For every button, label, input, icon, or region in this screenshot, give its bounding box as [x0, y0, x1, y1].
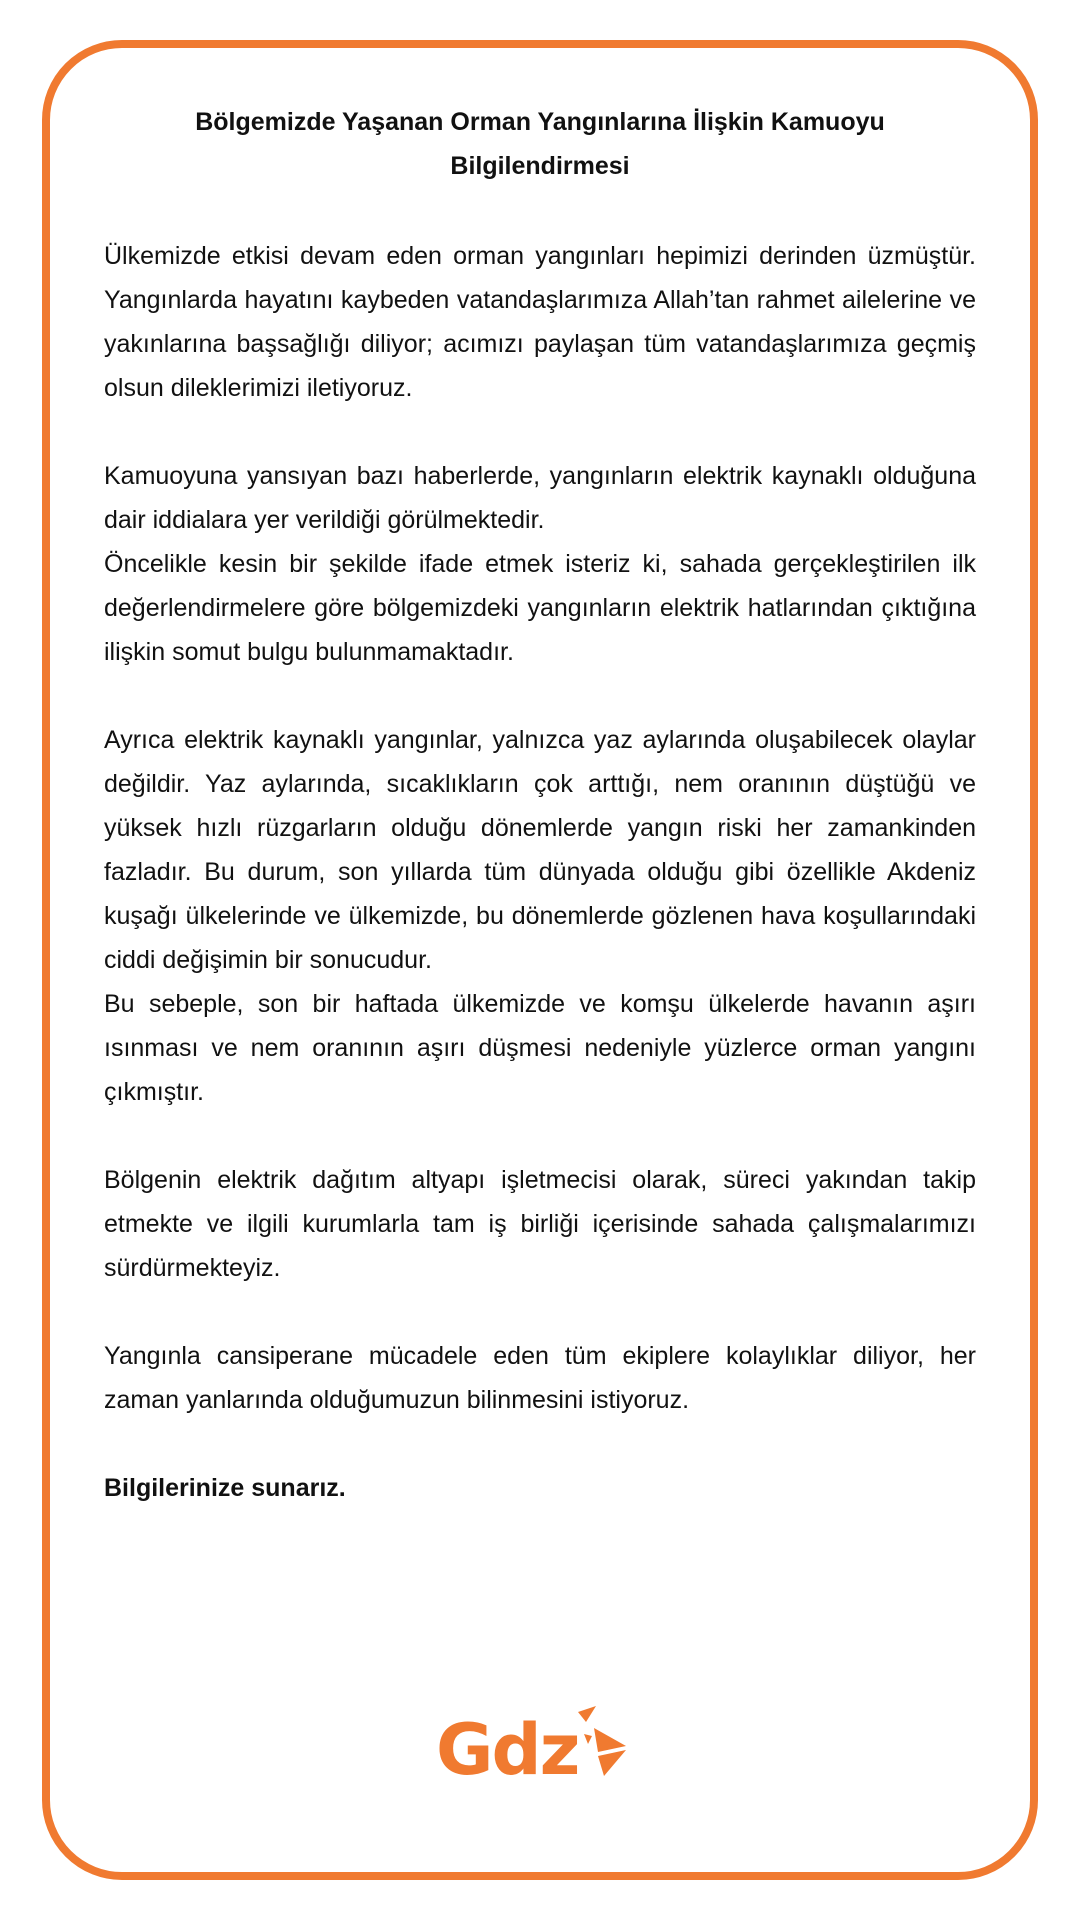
paragraph-gap [104, 674, 976, 718]
paragraph-gap [104, 410, 976, 454]
gdz-arrow-mark-icon [554, 1706, 634, 1786]
paragraph-no-evidence: Öncelikle kesin bir şekilde ifade etmek isteriz ki, sahada gerçekleştirilen ilk değerlendirmelere göre bölgemizdeki yangınların elektrik hatlarından çıktığına ilişkin somut bulgu bulunmamaktadır. [104, 550, 976, 666]
gdz-logo [436, 1700, 656, 1800]
logo-wordmark: Gdz [436, 1709, 579, 1791]
paragraph-gap [104, 1422, 976, 1466]
closing-line: Bilgilerinize sunarız. [104, 1474, 346, 1502]
paragraph-claims: Kamuoyuna yansıyan bazı haberlerde, yangınların elektrik kaynaklı olduğuna dair iddialara yer verildiği görülmektedir. [104, 462, 976, 534]
paragraph-weather: Ayrıca elektrik kaynaklı yangınlar, yalnızca yaz aylarında oluşabilecek olaylar değildir. Yaz aylarında, sıcaklıkların çok arttığı, nem oranının düştüğü ve yüksek hızlı rüzgarların olduğu dönemlerde yangın riski her zamankinden fazladır. Bu durum, son yıllarda tüm dünyada olduğu gibi özellikle Akdeniz kuşağı ülkelerinde ve ülkemizde, bu dönemlerde gözlenen hava koşullarındaki ciddi değişimin bir sonucudur. [104, 726, 976, 974]
paragraph-gap [104, 1290, 976, 1334]
paragraph-cooperation: Bölgenin elektrik dağıtım altyapı işletmecisi olarak, süreci yakından takip etmekte ve ilgili kurumlarla tam iş birliği içerisinde sahada çalışmalarımızı sürdürmekteyiz. [104, 1166, 976, 1282]
paragraph-condolence: Ülkemizde etkisi devam eden orman yangınları hepimizi derinden üzmüştür. Yangınlarda hayatını kaybeden vatandaşlarımıza Allah’tan rahmet ailelerine ve yakınlarına başsağlığı diliyor; acımızı paylaşan tüm vatandaşlarımıza geçmiş olsun dileklerimizi iletiyoruz. [104, 242, 976, 402]
announcement-title: Bölgemizde Yaşanan Orman Yangınlarına İlişkin Kamuoyu Bilgilendirmesi [195, 108, 885, 180]
announcement-content [104, 100, 976, 1510]
paragraph-gap [104, 1114, 976, 1158]
paragraph-support: Yangınla cansiperane mücadele eden tüm ekiplere kolaylıklar diliyor, her zaman yanlarında olduğumuzun bilinmesini istiyoruz. [104, 1342, 976, 1414]
paragraph-heatwave: Bu sebeple, son bir haftada ülkemizde ve komşu ülkelerde havanın aşırı ısınması ve nem oranının aşırı düşmesi nedeniyle yüzlerce orman yangını çıkmıştır. [104, 990, 976, 1106]
